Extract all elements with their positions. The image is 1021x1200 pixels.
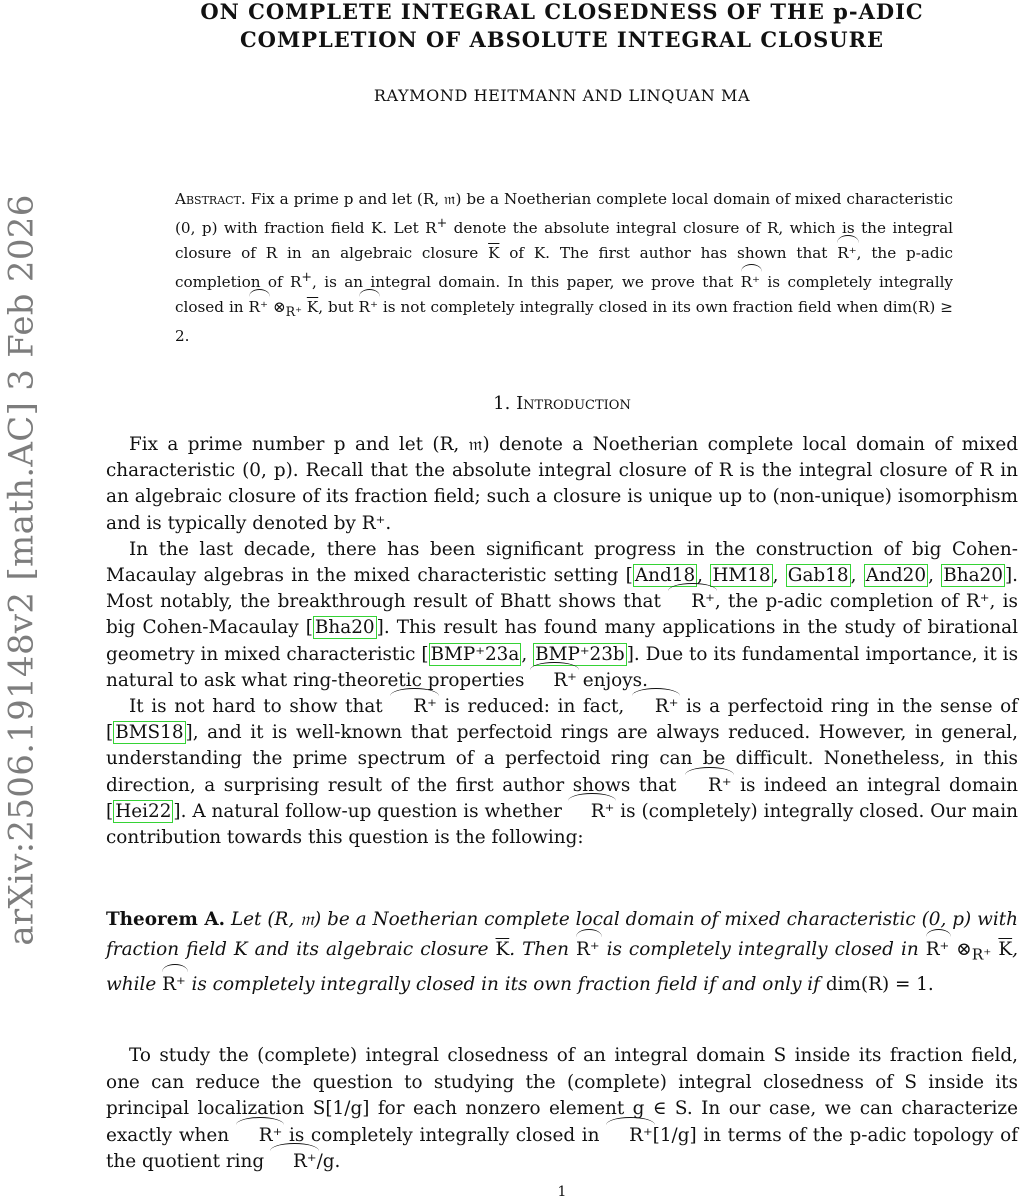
citation-link[interactable]: HM18: [712, 565, 771, 587]
citation-link[interactable]: And18: [634, 565, 696, 587]
introduction-body: [106, 432, 1018, 851]
paragraph-1: Fix a prime number p and let (R, 𝔪) denote a Noetherian complete local domain of mixed characteristic (0, p). Recall that the absolute integral closure of R is the integral closure of R in an algebraic closure of its fraction field; such a closure is unique up to (non-unique) isomorphism and is typically denoted by R⁺.: [106, 434, 1018, 534]
title-line-2: COMPLETION OF ABSOLUTE INTEGRAL CLOSURE: [239, 27, 885, 52]
theorem-label: Theorem A.: [106, 909, 226, 930]
paragraph-2: In the last decade, there has been significant progress in the construction of big Cohen-Macaulay algebras in the mixed characteristic setting [ And18 , HM18 , Gab18 , And20 , Bha20 ]. Most notably, the breakthrough result of Bhatt shows that R⁺, the p-adic completion of R⁺, is big Cohen-Macaulay [ Bha20 ]. This result has found many applications in the study of birational geometry in mixed characteristic [ BMP⁺23a , BMP⁺23b ]. Due to its fundamental importance, it is natural to ask what ring-theoretic properties R⁺ enjoys.: [106, 537, 1018, 694]
citation-link[interactable]: BMP⁺23a: [430, 643, 520, 665]
citation-link[interactable]: Gab18: [787, 565, 849, 587]
citation-link[interactable]: And20: [865, 565, 927, 587]
title-line-1: ON COMPLETE INTEGRAL CLOSEDNESS OF THE p-ADIC: [200, 0, 924, 24]
arxiv-identifier: arXiv:2506.19148v2 [math.AC] 3 Feb 2026: [2, 194, 43, 946]
paragraph-4: To study the (complete) integral closedness of an integral domain S inside its fraction field, one can reduce the question to studying the (complete) integral closedness of S inside its principal localization S[1/g] for each nonzero element g ∈ S. In our case, we can characterize exactly when R⁺ is completely integrally closed in R⁺[1/g] in terms of the p-adic topology of the quotient ring R⁺/g.: [106, 1043, 1018, 1176]
citation-link[interactable]: Bha20: [943, 565, 1003, 587]
paper-title: [106, 0, 1018, 54]
abstract-label: Abstract.: [175, 190, 246, 208]
citation-link[interactable]: BMP⁺23b: [535, 643, 625, 665]
citation-link[interactable]: Hei22: [115, 800, 172, 822]
closing-paragraph: [106, 1043, 1018, 1176]
section-heading: 1. Introduction: [493, 393, 631, 414]
paragraph-3: It is not hard to show that R⁺ is reduced: in fact, R⁺ is a perfectoid ring in the sense of [ BMS18 ], and it is well-known that perfectoid rings are always reduced. However, in general, understanding the prime spectrum of a perfectoid ring can be difficult. Nonetheless, in this direction, a surprising result of the first author shows that R⁺ is indeed an integral domain [ Hei22 ]. A natural follow-up question is whether R⁺ is (completely) integrally closed. Our main contribution towards this question is the following:: [106, 696, 1018, 849]
citation-link[interactable]: BMS18: [115, 722, 184, 744]
authors: RAYMOND HEITMANN AND LINQUAN MA: [373, 86, 751, 105]
citation-link[interactable]: Bha20: [314, 617, 375, 639]
page-number: 1: [557, 1184, 567, 1200]
theorem-a: Theorem A. Let (R, 𝔪) be a Noetherian complete local domain of mixed characteristic (0, p) with fraction field K and its algebraic closure $\overline{K}$. Then R⁺ is completely integrally closed in R⁺ $\otimes_{R^+}$ $\overline{K}$, while R⁺ is completely integrally closed in its own fraction field if and only if dim(R) = 1.: [106, 905, 1018, 1000]
abstract: Abstract. Fix a prime p and let (R, 𝔪) be a Noetherian complete local domain of mixed characteristic (0, p) with fraction field K. Let R+ denote the absolute integral closure of R, which is the integral closure of R in an algebraic closure $\overline{K}$ of K. The first author has shown that R⁺, the p-adic completion of R+, is an integral domain. In this paper, we prove that R⁺ is completely integrally closed in R⁺ $\otimes_{R^+}$ $\overline{K}$, but R⁺ is not completely integrally closed in its own fraction field when dim(R) ≥ 2.: [175, 190, 954, 346]
